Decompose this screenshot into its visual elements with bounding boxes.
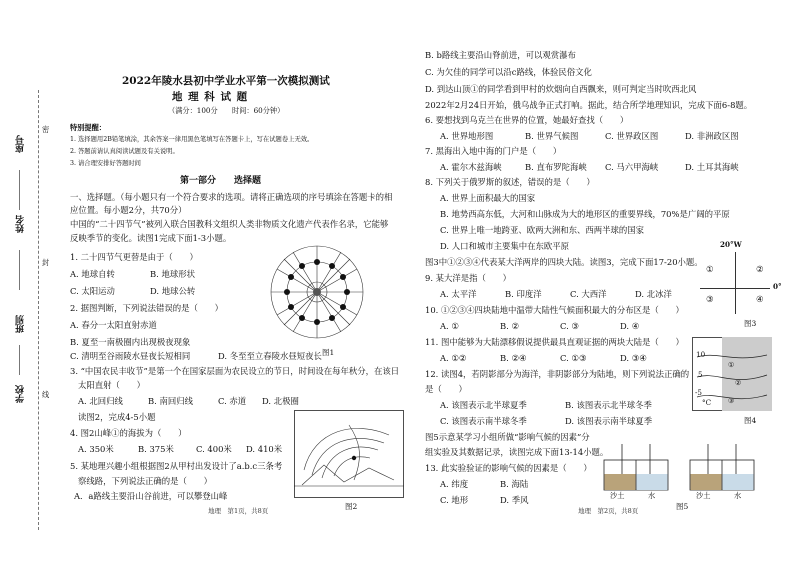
q7-a[interactable]: A. 霍尔木兹海峡: [440, 162, 502, 172]
figure-1-solar-terms-diagram: [262, 238, 372, 346]
figure-2-caption: 图2: [345, 502, 358, 511]
q11-a[interactable]: A. ①②: [440, 353, 467, 363]
q12-line1: 12. 读图4，若阴影部分为海洋，非阴影部分为陆地，则下列说法正确的: [425, 369, 690, 379]
q2-a[interactable]: A. 春分一太阳直射赤道: [70, 320, 157, 330]
q3-line1: 3. “中国农民丰收节”是第一个在国家层面为农民设立的节日，时间设在每年秋分，在该日: [70, 366, 400, 376]
q7: 7. 黑海出入地中海的门户是（ ）: [425, 146, 562, 156]
q5-b[interactable]: B. b路线主要沿山脊前进，可以观赏瀑布: [425, 50, 576, 60]
q5-line1: 5. 某地理兴趣小组根据图2从甲村出发设计了a.b.c三条考: [70, 461, 283, 471]
q8-d[interactable]: D. 人口和城市主要集中在东欧平原: [440, 241, 569, 251]
q3-b[interactable]: B. 南回归线: [148, 396, 193, 406]
page-2-footer: 地理 第2页，共8页: [578, 507, 639, 515]
page-1-footer: 地理 第1页，共8页: [208, 507, 269, 515]
q11-d[interactable]: D. ③④: [620, 353, 647, 363]
q10-d[interactable]: D. ④: [620, 321, 640, 331]
figure-5-caption: 图5: [676, 502, 689, 511]
fig5-sand-label-2: 沙土: [696, 491, 711, 500]
q11-b[interactable]: B. ②④: [500, 353, 527, 363]
fig3-continent-1: ①: [706, 264, 714, 274]
part1-intro-1: 一、选择题。（每小题只有一个符合要求的选项。请将正确选项的序号填涂在答题卡的相: [70, 192, 393, 202]
q5-a[interactable]: A．a路线主要沿山谷前进，可以攀登山峰: [74, 491, 228, 501]
seat-label: 座号: [16, 135, 26, 153]
fig3-meridian-line: [735, 252, 736, 314]
q12-d[interactable]: D. 该图表示南半球夏季: [565, 416, 653, 426]
seat-line: [19, 170, 20, 210]
tip-1: 1. 选择题用2B铅笔填涂，其余答案一律用黑色笔填写在答题卡上，写在试题卷上无效。: [70, 136, 314, 143]
q7-b[interactable]: B. 直布罗陀海峡: [525, 162, 587, 172]
fig5-sand-label-1: 沙土: [610, 491, 625, 500]
q13-d[interactable]: D. 季风: [500, 495, 529, 505]
figure-3-caption: 图3: [744, 319, 757, 328]
q6-d[interactable]: D. 非洲政区图: [685, 131, 739, 141]
q3-a[interactable]: A. 北回归线: [78, 396, 123, 406]
q7-d[interactable]: D. 土耳其海峡: [685, 162, 739, 172]
q4-b[interactable]: B. 375米: [138, 444, 174, 454]
passage-fig5-2: 组实验及其数据记录，读图完成下面13-14小题。: [425, 447, 609, 457]
fig3-continent-3: ③: [706, 294, 714, 304]
q1: 1. 二十四节气更替是由于（ ）: [70, 252, 198, 262]
fig3-continent-4: ④: [756, 294, 764, 304]
passage-1: 中国的“二十四节气”被列入联合国教科文组织人类非物质文化遗产代表作名录，它能够: [70, 219, 389, 229]
fig4-point-3: ③: [728, 396, 735, 405]
q6: 6. 要想找到乌克兰在世界的位置，她最好查找（ ）: [425, 115, 629, 125]
q6-c[interactable]: C. 世界政区图: [605, 131, 659, 141]
figure-5-experiment-diagram: [598, 440, 766, 498]
q6-b[interactable]: B. 世界气候图: [525, 131, 579, 141]
q1-b[interactable]: B. 地球形状: [150, 269, 195, 279]
fig4-point-2: ②: [735, 378, 742, 387]
q9-a[interactable]: A. 太平洋: [440, 289, 477, 299]
passage-2: 反映季节的变化。读图1完成下面1-3小题。: [70, 233, 232, 243]
fig4-point-1: ①: [728, 360, 735, 369]
q12-c[interactable]: C. 该图表示南半球冬季: [440, 416, 527, 426]
q8-a[interactable]: A. 世界上面积最大的国家: [440, 193, 536, 203]
fig5-water-label-2: 水: [734, 491, 742, 500]
q4-d[interactable]: D. 410米: [246, 444, 283, 454]
figure-1-caption: 图1: [322, 348, 335, 357]
tips-heading: 特别提醒：: [70, 123, 106, 132]
q10: 10. ①②③④四块陆地中温带大陆性气候面积最大的分布区是（ ）: [425, 305, 684, 315]
fig3-continent-2: ②: [756, 264, 764, 274]
q1-c[interactable]: C. 太阳运动: [70, 286, 115, 296]
name-label: 姓名: [16, 215, 26, 233]
score-time: （满分：100分 时间：60分钟）: [168, 106, 285, 115]
q9: 9. 某大洋是指（ ）: [425, 273, 512, 283]
exam-title: 2022年陵水县初中学业水平第一次模拟测试: [122, 75, 330, 87]
mi-mark: 密: [42, 125, 50, 134]
q4: 4. 图2山峰①的海拔为（ ）: [70, 428, 187, 438]
fig4-label-minus-5: -5: [695, 388, 703, 397]
subject-title: 地 理 科 试 题: [172, 91, 249, 103]
q3-d[interactable]: D. 北极圈: [262, 396, 299, 406]
q1-a[interactable]: A. 地球自转: [70, 269, 115, 279]
part1-heading: 第一部分 选择题: [180, 176, 262, 186]
q7-c[interactable]: C. 马六甲海峡: [605, 162, 659, 172]
q10-b[interactable]: B. ②: [500, 321, 519, 331]
q12-b[interactable]: B. 该图表示北半球冬季: [565, 400, 652, 410]
q4-a[interactable]: A. 350米: [78, 444, 114, 454]
tip-2: 2. 答题前请认真阅读试题及有关说明。: [70, 148, 179, 155]
part1-intro-2: 应位置。每小题2分，共70分）: [70, 205, 187, 215]
q13-b[interactable]: B. 海陆: [500, 479, 529, 489]
passage-fig5-1: 图5示意某学习小组所做“影响气候的因素”分: [425, 432, 590, 442]
class-line: [19, 345, 20, 375]
q13-a[interactable]: A. 纬度: [440, 479, 469, 489]
figure-4-caption: 图4: [744, 416, 757, 425]
q11-c[interactable]: C. ①③: [560, 353, 587, 363]
q4-c[interactable]: C. 400米: [196, 444, 232, 454]
q8: 8. 下列关于俄罗斯的叙述，错误的是（ ）: [425, 177, 595, 187]
q8-c[interactable]: C. 世界上唯一地跨亚、欧两大洲和东、西两半球的国家: [440, 225, 645, 235]
q1-d[interactable]: D. 地球公转: [150, 286, 196, 296]
fig4-label-10: 10: [696, 350, 706, 359]
class-label: 班别: [16, 315, 26, 333]
q13: 13. 此实验验证的影响气候的因素是（ ）: [425, 463, 592, 473]
passage-russia: 2022年2月24日开始，俄乌战争正式打响。据此，结合所学地理知识，完成下面6-8题。: [425, 100, 753, 110]
q9-d[interactable]: D. 北冰洋: [635, 289, 672, 299]
figure-2-contour-map: [294, 410, 404, 498]
q5-line2: 察线路，下列说法正确的是（ ）: [78, 476, 212, 486]
school-label: 学校: [16, 385, 26, 403]
tip-3: 3. 请合理安排好答题时间: [70, 160, 141, 167]
fig3-longitude-label: 20°W: [720, 240, 742, 249]
feng-mark: 封: [42, 258, 50, 267]
fig4-label-5: 5: [698, 370, 703, 379]
fig3-zero-label: 0°: [773, 282, 782, 291]
q3-c[interactable]: C. 赤道: [218, 396, 247, 406]
q5-c[interactable]: C. 为欠佳的同学可以沿c路线，体验民俗文化: [425, 67, 592, 77]
q10-a[interactable]: A. ①: [440, 321, 459, 331]
xian-mark: 线: [42, 390, 50, 399]
name-line: [19, 250, 20, 290]
q2-c[interactable]: C. 清明至谷雨陵水昼夜长短相同: [70, 351, 191, 361]
fig5-water-label-1: 水: [648, 491, 656, 500]
passage-fig3: 图3中①②③④代表某大洋两岸的四块大陆。读图3，完成下面17-20小题。: [425, 257, 703, 267]
q10-c[interactable]: C. ③: [560, 321, 579, 331]
fig4-label-unit: °C: [702, 398, 712, 407]
q8-b[interactable]: B. 地势西高东低，大河和山脉成为大的地形区的重要界线，70%是广阔的平原: [440, 209, 730, 219]
q2-d[interactable]: D. 冬至至立春陵水昼短夜长: [218, 351, 322, 361]
q5-d[interactable]: D. 到达山顶①的同学看到甲村的炊烟向自西飘来，则可判定当时吹西北风: [425, 84, 697, 94]
q9-c[interactable]: C. 大西洋: [570, 289, 607, 299]
q12-line2: 是（ ）: [425, 384, 467, 394]
q2-b[interactable]: B. 夏至一南极圈内出现极夜现象: [70, 337, 191, 347]
q12-a[interactable]: A. 该图表示北半球夏季: [440, 400, 527, 410]
q9-b[interactable]: B. 印度洋: [505, 289, 542, 299]
q6-a[interactable]: A. 世界地形图: [440, 131, 494, 141]
read-fig2: 读图2，完成4-5小题: [78, 412, 156, 422]
cut-line: [38, 90, 40, 530]
q13-c[interactable]: C. 地形: [440, 495, 469, 505]
q11: 11. 图中能够为大陆漂移假说提供最具直观证据的两块大陆是（ ）: [425, 337, 684, 347]
q3-line2: 太阳直射（ ）: [78, 380, 145, 390]
q2: 2. 据图判断，下列说法错误的是（ ）: [70, 303, 224, 313]
